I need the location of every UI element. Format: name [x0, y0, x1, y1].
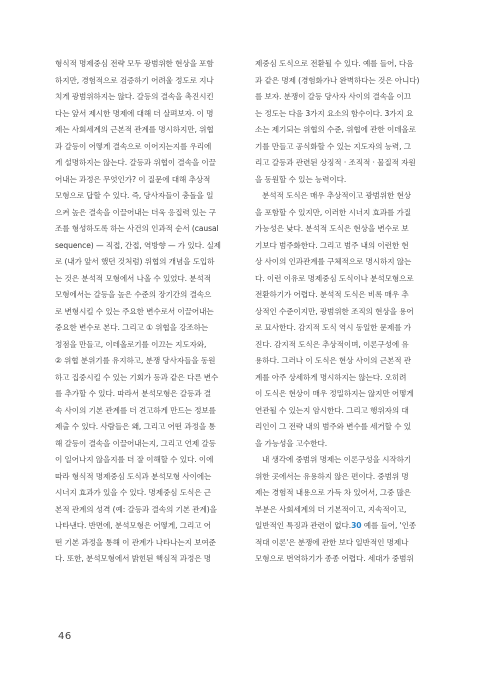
text-line: 모형으로 답할 수 있다. 즉, 당사자들이 충돌을 일	[55, 191, 214, 201]
text-line: 는 것은 분석적 모형에서 나올 수 있었다. 분석적	[55, 273, 211, 283]
text-line: 정점을 만들고, 이데올로기를 이끄는 지도자와,	[55, 339, 207, 349]
text-line: 적대 이론'은 분쟁에 관한 보다 일반적인 명제나	[255, 537, 409, 547]
text-line: 제중심 도식으로 전환될 수 있다. 예를 들어, 다음	[255, 59, 414, 68]
text-line: ② 위협 분위기를 유지하고, 분쟁 당사자들을 동원	[55, 356, 216, 366]
text-line: 분석적 도식은 매우 추상적이고 광범위한 현상	[262, 191, 412, 201]
text-line: 상 사이의 인과관계를 구체적으로 명시하지 않는	[255, 257, 412, 267]
text-line: 게 설명하지는 않는다. 갈등과 위협이 결속을 이끌	[55, 158, 216, 168]
reference-marker: 30	[351, 521, 362, 531]
text-line: 계를 아주 상세하게 명시하지는 않는다. 오히려	[255, 372, 407, 382]
text-line: 로 (내가 앞서 했던 것처럼) 위협의 개념을 도입하	[55, 257, 215, 267]
text-line: 시너지 효과가 있을 수 있다. 명제중심 도식은 근	[55, 488, 211, 498]
text-line: 연관될 수 있는지 암시한다. 그리고 행위자의 대	[255, 405, 409, 415]
text-line: 을 동원할 수 있는 능력이다.	[255, 174, 347, 184]
text-line: 기를 만들고 공식화할 수 있는 지도자의 능력, 그	[255, 141, 411, 151]
text-line: 부분은 사회세계의 더 기본적이고, 지속적이고,	[255, 504, 407, 514]
page-number: 46	[58, 631, 72, 642]
text-line: 상적인 수준이지만, 광범위한 조직의 현상을 용어	[255, 306, 414, 316]
text-line: 를 추가할 수 있다. 따라서 분석모형은 갈등과 결	[55, 389, 211, 399]
text-line: 이 도식은 현상이 매우 정밀하지는 않지만 어떻게	[255, 389, 414, 399]
text-line: 가능성은 낮다. 분석적 도식은 현상을 변수로 보	[255, 224, 409, 234]
text-line: 는 정도는 다음 3가지 요소의 함수이다. 3가지 요	[255, 108, 414, 118]
text-line: 모형으로 번역하기가 종종 어렵다. 세대가 중범위	[255, 554, 414, 564]
text-line: 조를 형성하도록 하는 사건의 인과적 순서 (causal	[55, 224, 219, 234]
text-line: 소는 제기되는 위협의 수준, 위협에 관한 이데올로	[255, 125, 416, 135]
text-line: 본적 관계의 성격 (예: 갈등과 결속의 기본 관계)을	[55, 504, 217, 514]
text-line: 나타낸다. 반면에, 분석모형은 어떻게, 그리고 어	[55, 521, 211, 531]
text-line: 하고 집중시킬 수 있는 기회가 등과 같은 다른 변수	[55, 372, 219, 382]
text-line: 과 같은 명제 (경험화가나 완벽하다는 것은 아니다)	[255, 75, 420, 85]
text-line: 형식적 명제중심 전략 모두 광범위한 현상을 포함	[55, 59, 214, 68]
text-line: 제출 수 있다. 사람들은 왜, 그리고 어떤 과정을 통	[55, 422, 216, 432]
text-line	[255, 518, 451, 535]
text-line: 로 묘사한다. 감지적 도식 역시 동일한 문제를 가	[255, 323, 411, 333]
text-line: 따라 형식적 명제중심 도식과 분석모형 사이에는	[55, 471, 212, 481]
text-line: 전환하기가 어렵다. 분석적 도식은 비록 매우 추	[255, 290, 409, 300]
text-line: 중요한 변수로 본다. 그리고 ① 위협을 강조하는	[55, 323, 209, 333]
text-line: 하지만, 경험적으로 검증하기 어려울 정도로 지나	[55, 75, 214, 85]
text-line: 으켜 높은 결속을 이끌어내는 더욱 응집력 있는 구	[55, 207, 216, 217]
text-line: sequence) — 직접, 간접, 역방향 — 가 있다. 실제	[55, 240, 221, 250]
text-span: 예를 들어, '인종	[361, 521, 417, 531]
text-line: 기보다 범주화한다. 그리고 범주 내의 이런한 현	[255, 240, 409, 250]
text-span: 일반적인 특징과 관련이 없다.	[255, 521, 352, 531]
text-line: 진다. 감지적 도식은 추상적이며, 이론구성에 유	[255, 339, 409, 349]
text-line: 다. 이런 이유로 명제중심 도식이나 분석모형으로	[255, 273, 414, 283]
text-line: 제는 사회세계의 근본적 관계를 명시하지만, 위협	[55, 125, 214, 135]
text-line: 을 포함할 수 있지만, 이러한 시너지 효과를 가질	[255, 207, 411, 217]
text-line: 모형에서는 갈등을 높은 수준의 장기간의 결속으	[55, 290, 212, 300]
text-line: 다는 앞서 제시한 명제에 대해 더 살펴보자. 이 명	[55, 108, 214, 118]
text-line: 제는 경험적 내용으로 가득 차 있어서, 그중 많은	[255, 488, 411, 498]
text-line: 리고 갈등과 관련된 상징적 · 조직적 · 물질적 자원	[255, 158, 416, 168]
text-line: 과 갈등이 어떻게 결속으로 이어지는지를 우리에	[55, 141, 212, 151]
text-line: 리인이 그 전략 내의 범주와 변수를 세거할 수 있	[255, 422, 411, 432]
text-line: 속 사이의 기본 관계를 더 견고하게 만드는 정보를	[55, 405, 216, 415]
text-line: 어내는 과정은 무엇인가? 이 질문에 대해 추상적	[55, 174, 211, 184]
text-line: 이 일어나지 않을지를 더 잘 이해할 수 있다. 이에	[55, 455, 214, 465]
text-line: 치게 광범위하지는 않다. 갈등의 결속을 촉진시킨	[55, 92, 214, 102]
right-text-column	[255, 56, 451, 568]
left-text-column	[55, 56, 251, 568]
text-line: 내 생각에 중범위 명제는 이론구성을 시작하기	[262, 455, 412, 465]
text-line: 을 가능성을 고수한다.	[255, 438, 328, 448]
text-line: 용하다. 그러나 이 도식은 현상 사이의 근본적 관	[255, 356, 411, 366]
text-line: 위한 곳에서는 유용하지 않은 편이다. 중범위 명	[255, 471, 409, 481]
text-line: 를 보자. 분쟁이 갈등 당사자 사이의 결속을 이끄	[255, 92, 411, 102]
text-line: 떤 기본 과정을 통해 이 관계가 나타나는지 보여준	[55, 537, 216, 547]
text-line: 로 변형시킬 수 있는 주요한 변수로서 이끌어내는	[55, 306, 214, 316]
text-line: 해 갈등이 결속을 이끌어내는지, 그리고 언제 갈등	[55, 438, 216, 448]
text-line: 다. 또한, 분석모형에서 밝힌된 핵심적 과정은 명	[55, 554, 211, 564]
